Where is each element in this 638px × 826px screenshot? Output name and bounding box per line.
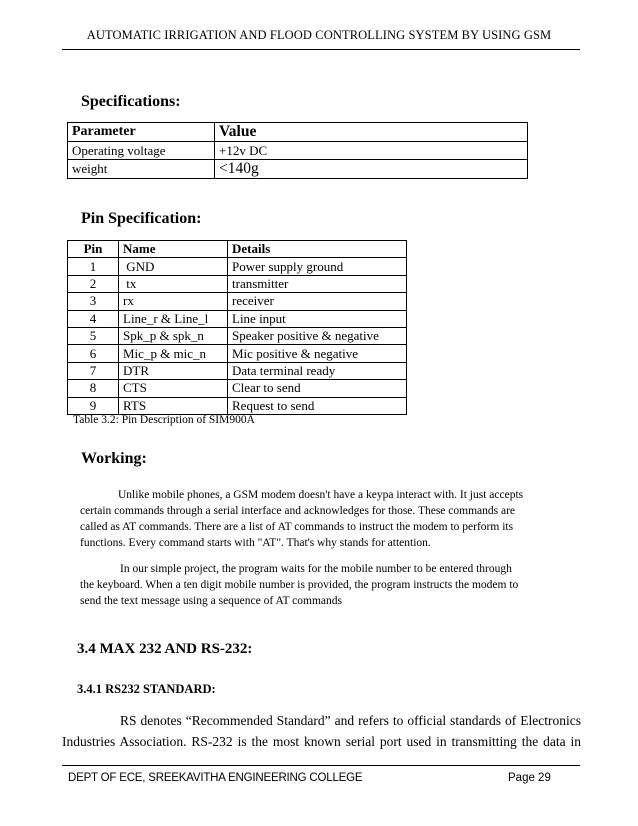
column-header-parameter: Parameter <box>68 123 215 142</box>
table-row <box>68 123 528 142</box>
pin-number: 4 <box>68 310 119 327</box>
section-heading: 3.4 MAX 232 AND RS-232: <box>77 641 253 657</box>
table-row <box>68 397 407 414</box>
table-row <box>68 142 528 160</box>
table-caption: Table 3.2: Pin Description of SIM900A <box>73 414 255 426</box>
pin-name: CTS <box>119 380 228 397</box>
footer-rule <box>62 765 580 766</box>
pin-name: tx <box>119 275 228 292</box>
specifications-heading: Specifications: <box>81 93 181 110</box>
spec-value: <140g <box>215 160 528 179</box>
table-row <box>68 258 407 275</box>
pin-details: Mic positive & negative <box>228 345 407 362</box>
pin-details: receiver <box>228 293 407 310</box>
subsection-heading: 3.4.1 RS232 STANDARD: <box>77 682 216 696</box>
working-paragraph-1-line: functions. Every command starts with "AT". That's why stands for attention. <box>80 537 431 549</box>
pin-number: 8 <box>68 380 119 397</box>
page-number: Page 29 <box>508 772 551 784</box>
specifications-table <box>67 122 528 179</box>
pin-name: DTR <box>119 362 228 379</box>
working-paragraph-2-line: In our simple project, the program waits for the mobile number to be entered through <box>120 563 512 575</box>
column-header-pin: Pin <box>68 241 119 258</box>
pin-details: Request to send <box>228 397 407 414</box>
working-paragraph-1-line: Unlike mobile phones, a GSM modem doesn't have a keypa interact with. It just accepts <box>118 489 524 501</box>
table-row <box>68 345 407 362</box>
table-row <box>68 241 407 258</box>
pin-name: rx <box>119 293 228 310</box>
working-paragraph-1-line: called as AT commands. There are a list of AT commands to instruct the modem to perform its <box>80 521 514 533</box>
pin-number: 1 <box>68 258 119 275</box>
table-row <box>68 293 407 310</box>
page-header: AUTOMATIC IRRIGATION AND FLOOD CONTROLLING SYSTEM BY USING GSM <box>86 28 552 42</box>
pin-specification-table <box>67 240 407 415</box>
pin-name: Spk_p & spk_n <box>119 327 228 344</box>
pin-details: Speaker positive & negative <box>228 327 407 344</box>
table-row <box>68 160 528 179</box>
pin-name: RTS <box>119 397 228 414</box>
column-header-value: Value <box>215 123 528 142</box>
body-paragraph-line: RS denotes “Recommended Standard” and refers to official standards of Electronics <box>120 713 581 728</box>
pin-name: GND <box>119 258 228 275</box>
pin-name: Line_r & Line_l <box>119 310 228 327</box>
pin-details: Clear to send <box>228 380 407 397</box>
pin-details: Line input <box>228 310 407 327</box>
pin-details: Power supply ground <box>228 258 407 275</box>
pin-number: 2 <box>68 275 119 292</box>
working-paragraph-2-line: the keyboard. When a ten digit mobile number is provided, the program instructs the modem to <box>80 579 519 591</box>
body-paragraph-line: Industries Association. RS-232 is the most known serial port used in transmitting the data in <box>62 734 581 749</box>
spec-parameter: weight <box>68 160 215 179</box>
working-heading: Working: <box>81 450 147 467</box>
table-row <box>68 327 407 344</box>
pin-details: Data terminal ready <box>228 362 407 379</box>
pin-specification-heading: Pin Specification: <box>81 210 202 227</box>
table-row <box>68 310 407 327</box>
pin-number: 3 <box>68 293 119 310</box>
footer-department: DEPT OF ECE, SREEKAVITHA ENGINEERING COLLEGE <box>68 772 363 784</box>
working-paragraph-2-line: send the text message using a sequence of AT commands <box>80 595 342 607</box>
spec-value: +12v DC <box>215 142 528 160</box>
working-paragraph-1-line: certain commands through a serial interface and acknowledges for those. These commands are <box>80 505 516 517</box>
pin-number: 5 <box>68 327 119 344</box>
pin-number: 7 <box>68 362 119 379</box>
pin-number: 6 <box>68 345 119 362</box>
pin-number: 9 <box>68 397 119 414</box>
header-rule <box>62 49 580 50</box>
column-header-name: Name <box>119 241 228 258</box>
column-header-details: Details <box>228 241 407 258</box>
spec-parameter: Operating voltage <box>68 142 215 160</box>
table-row <box>68 362 407 379</box>
pin-name: Mic_p & mic_n <box>119 345 228 362</box>
table-row <box>68 380 407 397</box>
pin-details: transmitter <box>228 275 407 292</box>
table-row <box>68 275 407 292</box>
